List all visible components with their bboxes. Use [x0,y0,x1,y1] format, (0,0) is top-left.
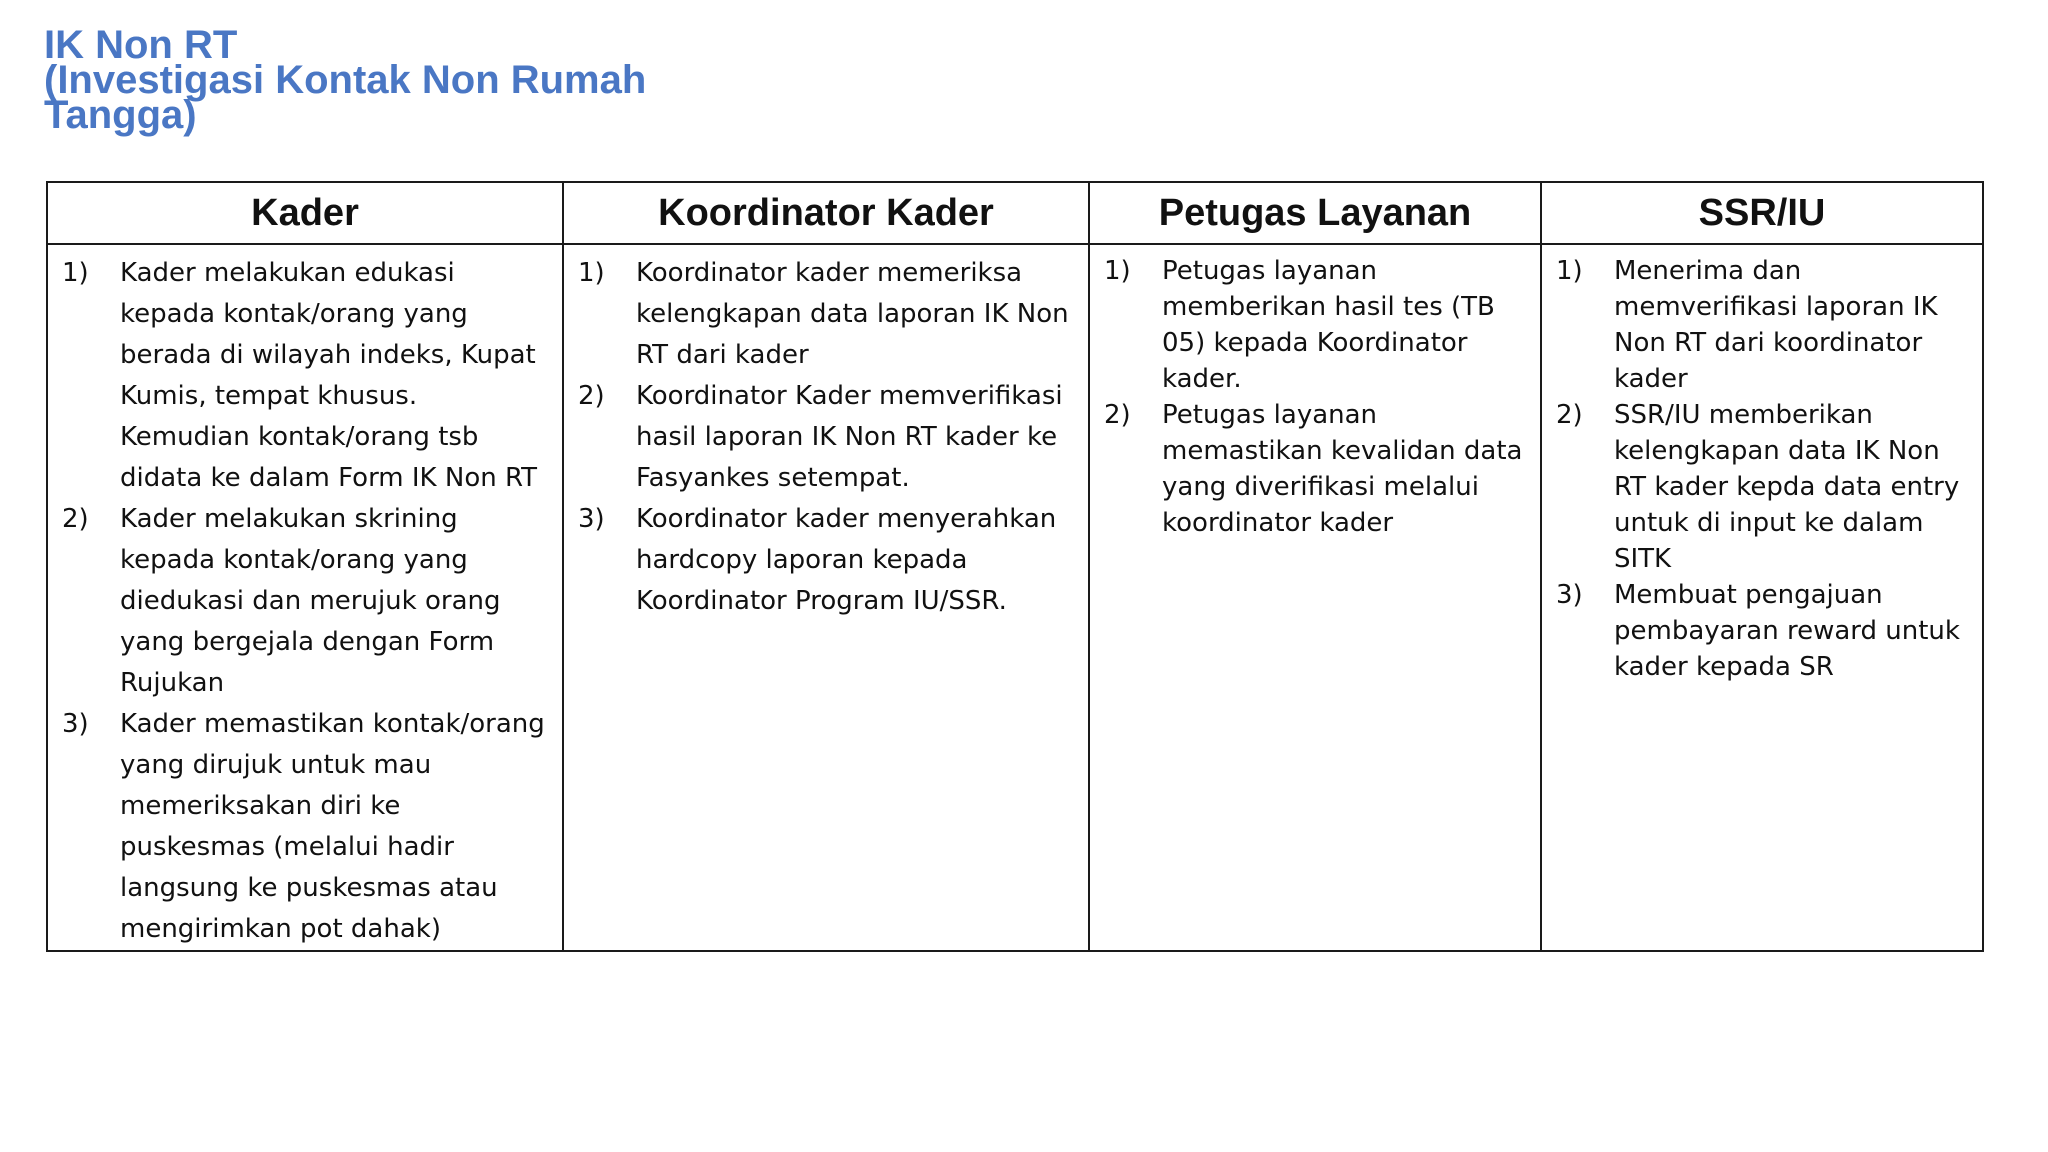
title-line-3: Tangga) [44,93,197,137]
workflow-table-container [46,181,1982,944]
item-number: 2) [1104,400,1131,430]
list-item [62,499,550,704]
cell-kader [47,244,563,951]
item-number: 1) [1104,256,1131,286]
list-item [578,376,1076,499]
header-kader: Kader [47,182,563,244]
item-text: Kader melakukan skrining kepada kontak/orang yang diedukasi dan merujuk orang yang bergejala dengan Form Rujukan [120,504,501,698]
item-text: Kader melakukan edukasi kepada kontak/orang yang berada di wilayah indeks, Kupat Kumis, tempat khusus. Kemudian kontak/orang tsb didata ke dalam Form IK Non RT [120,258,538,493]
list-item [1556,253,1970,397]
item-text: Kader memastikan kontak/orang yang dirujuk untuk mau memeriksakan diri ke puskesmas (melalui hadir langsung ke puskesmas atau mengirimkan pot dahak) [120,709,545,944]
item-number: 1) [578,258,605,288]
list-item [1104,397,1528,541]
cell-ssr-iu [1541,244,1983,951]
item-number: 2) [1556,400,1583,430]
list-item [1556,577,1970,685]
title-line-1: IK Non RT [44,23,238,67]
header-ssr-iu: SSR/IU [1541,182,1983,244]
item-text: Koordinator kader menyerahkan hardcopy laporan kepada Koordinator Program IU/SSR. [636,504,1057,616]
koordinator-steps-list [578,253,1076,622]
item-text: Koordinator kader memeriksa kelengkapan data laporan IK Non RT dari kader [636,258,1069,370]
item-text: SSR/IU memberikan kelengkapan data IK Non RT kader kepda data entry untuk di input ke dalam SITK [1614,400,1960,574]
cell-koordinator-kader [563,244,1089,951]
title-line-2: (Investigasi Kontak Non Rumah [44,58,647,102]
item-number: 1) [62,258,89,288]
workflow-table [46,181,1984,952]
list-item [578,499,1076,622]
item-text: Menerima dan memverifikasi laporan IK Non RT dari koordinator kader [1614,256,1938,394]
item-number: 3) [62,709,89,739]
item-text: Petugas layanan memastikan kevalidan data yang diverifikasi melalui koordinator kader [1162,400,1523,538]
list-item [1104,253,1528,397]
item-number: 2) [578,381,605,411]
list-item [1556,397,1970,577]
kader-steps-list [62,253,550,950]
header-koordinator-kader: Koordinator Kader [563,182,1089,244]
ssr-iu-steps-list [1556,253,1970,685]
item-text: Membuat pengajuan pembayaran reward untuk kader kepada SR [1614,580,1960,682]
table-header-row [47,182,1983,244]
item-text: Petugas layanan memberikan hasil tes (TB 05) kepada Koordinator kader. [1162,256,1495,394]
list-item [62,704,550,950]
item-number: 2) [62,504,89,534]
item-number: 3) [578,504,605,534]
item-number: 3) [1556,580,1583,610]
cell-petugas-layanan [1089,244,1541,951]
table-row [47,244,1983,951]
petugas-steps-list [1104,253,1528,541]
item-text: Koordinator Kader memverifikasi hasil laporan IK Non RT kader ke Fasyankes setempat. [636,381,1063,493]
list-item [62,253,550,499]
list-item [578,253,1076,376]
item-number: 1) [1556,256,1583,286]
header-petugas-layanan: Petugas Layanan [1089,182,1541,244]
page-title [44,23,944,137]
